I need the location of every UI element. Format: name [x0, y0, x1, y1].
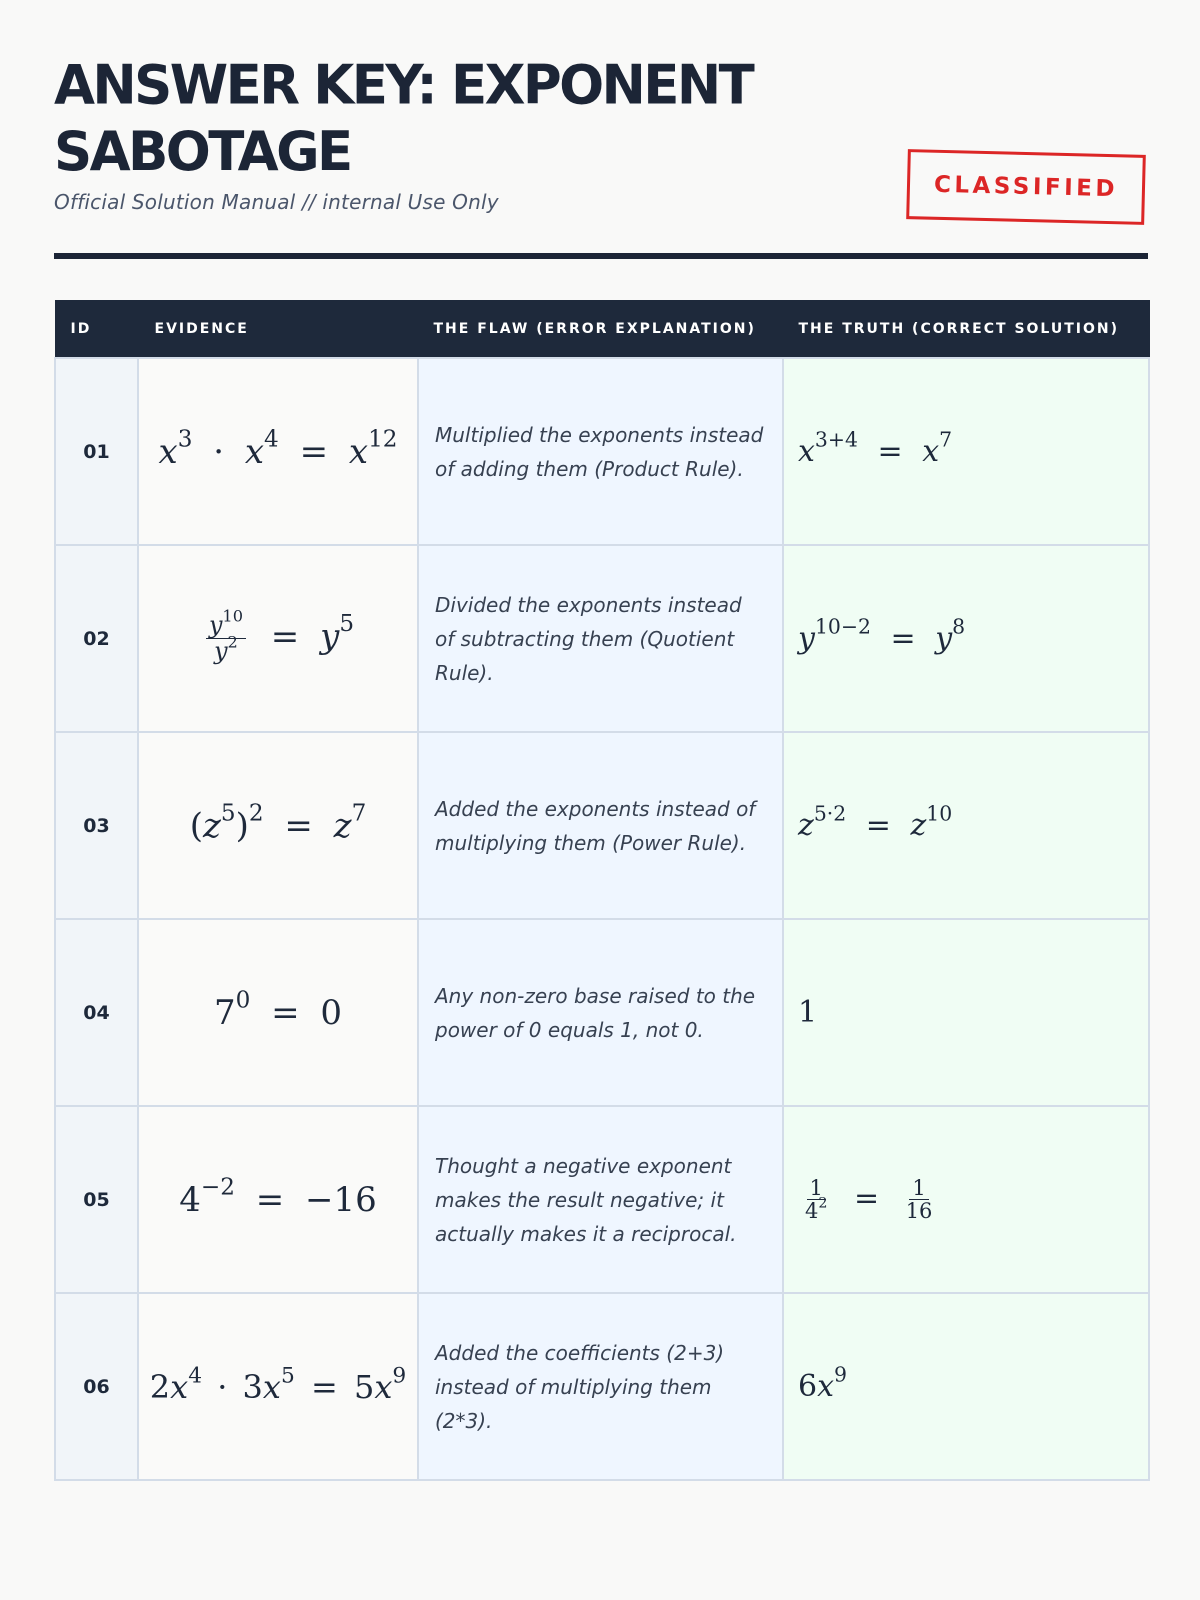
row-id: 03 [55, 732, 138, 919]
table-header-row [55, 301, 1149, 359]
classified-stamp: CLASSIFIED [906, 149, 1146, 225]
math-exponent: 12 [368, 425, 398, 452]
math-term: x [348, 431, 369, 472]
math-exponent: 5 [280, 1362, 295, 1388]
math-term: y [798, 621, 815, 656]
math-term: = [299, 431, 329, 472]
evidence-equation [138, 545, 418, 732]
row-id: 01 [55, 358, 138, 545]
math-term: 7 [213, 992, 236, 1033]
math-term: z [202, 805, 221, 846]
math-exponent: 4 [264, 425, 279, 452]
math-term: = [255, 1179, 285, 1220]
column-header-flaw: THE FLAW (ERROR EXPLANATION) [418, 301, 783, 359]
row-id: 05 [55, 1106, 138, 1293]
math-term: x [244, 431, 265, 472]
table-row [55, 358, 1149, 545]
math-term: x [170, 1367, 189, 1406]
math-exponent: 5 [339, 610, 355, 637]
flaw-explanation: Added the exponents instead of multiplying them (Power Rule). [418, 732, 783, 919]
fraction [903, 1177, 936, 1222]
math-exponent: 2 [227, 632, 238, 652]
table-row [55, 1293, 1149, 1480]
math-term: = [854, 1180, 880, 1216]
math-term: y [935, 621, 953, 656]
math-term [211, 632, 241, 665]
flaw-explanation: Added the coefficients (2+3) instead of multiplying them (2*3). [418, 1293, 783, 1480]
math-term: z [910, 808, 927, 843]
page-title: ANSWER KEY: EXPONENT SABOTAGE [54, 54, 753, 184]
row-id: 02 [55, 545, 138, 732]
table-row [55, 545, 1149, 732]
fraction [802, 1177, 830, 1222]
math-term: 16 [905, 1199, 933, 1223]
math-term: 0 [320, 992, 343, 1033]
math-term: x [922, 434, 940, 469]
math-term [802, 1195, 830, 1223]
math-term: 2 [149, 1367, 171, 1406]
row-id: 06 [55, 1293, 138, 1480]
math-term: z [798, 808, 814, 843]
math-term: x [798, 434, 815, 469]
column-header-id: ID [55, 301, 138, 359]
table-row [55, 1106, 1149, 1293]
math-term: = [877, 434, 903, 469]
math-term: 4 [805, 1199, 819, 1223]
math-exponent: 3+4 [814, 427, 858, 452]
correct-solution [783, 545, 1149, 732]
fraction [206, 606, 246, 665]
page-subtitle: Official Solution Manual // internal Use Only [54, 190, 499, 214]
math-exponent: 7 [351, 799, 367, 826]
math-term: z [333, 805, 352, 846]
math-term: = [284, 805, 313, 846]
math-exponent: 0 [235, 986, 251, 1013]
math-term: = [270, 616, 300, 657]
correct-solution [783, 358, 1149, 545]
answer-key-table [54, 300, 1150, 1481]
correct-solution [783, 732, 1149, 919]
correct-solution [783, 919, 1149, 1106]
evidence-equation [138, 358, 418, 545]
math-exponent: 5 [220, 799, 236, 826]
math-term: 3 [242, 1367, 263, 1406]
math-exponent: 4 [188, 1362, 203, 1388]
flaw-explanation: Divided the exponents instead of subtracting them (Quotient Rule). [418, 545, 783, 732]
math-term: 1 [807, 1177, 826, 1200]
math-exponent: 7 [939, 427, 953, 452]
math-term: = [271, 992, 300, 1033]
math-exponent: 2 [248, 799, 264, 826]
math-exponent: 8 [952, 614, 966, 639]
table-row [55, 732, 1149, 919]
math-term: 1 [909, 1177, 928, 1200]
row-id: 04 [55, 919, 138, 1106]
math-term: −16 [305, 1179, 377, 1220]
math-exponent: 10 [926, 801, 953, 826]
math-exponent: 2 [818, 1195, 828, 1212]
math-exponent: 9 [392, 1362, 407, 1388]
evidence-equation [138, 1293, 418, 1480]
math-exponent: 10−2 [814, 614, 871, 639]
math-term [206, 606, 246, 640]
math-term: · [217, 1367, 228, 1406]
math-term: 1 [798, 995, 818, 1030]
math-exponent: 10 [222, 606, 243, 626]
correct-solution [783, 1293, 1149, 1480]
evidence-equation: $(z^5)^2 = z^7$ [138, 732, 418, 919]
math-term: 5 [353, 1367, 375, 1406]
math-term: = [310, 1367, 338, 1406]
evidence-equation [138, 1106, 418, 1293]
flaw-explanation: Thought a negative exponent makes the result negative; it actually makes it a reciprocal. [418, 1106, 783, 1293]
correct-solution [783, 1106, 1149, 1293]
math-term: x [817, 1369, 835, 1404]
math-term: y [214, 637, 228, 665]
flaw-explanation: Any non-zero base raised to the power of 0 equals 1, not 0. [418, 919, 783, 1106]
math-term: y [208, 611, 223, 640]
table-row [55, 919, 1149, 1106]
math-term: x [262, 1367, 281, 1406]
flaw-explanation: Multiplied the exponents instead of adding them (Product Rule). [418, 358, 783, 545]
math-term: 6 [798, 1369, 818, 1404]
math-exponent: 3 [177, 425, 193, 452]
header-divider [54, 253, 1148, 259]
column-header-evidence: EVIDENCE [138, 301, 418, 359]
evidence-equation [138, 919, 418, 1106]
math-term: = [890, 621, 916, 656]
math-exponent: −2 [200, 1173, 235, 1200]
column-header-truth: THE TRUTH (CORRECT SOLUTION) [783, 301, 1149, 359]
math-term: x [158, 431, 178, 472]
math-term: y [320, 616, 340, 657]
math-term: x [374, 1367, 393, 1406]
math-term: = [865, 808, 891, 843]
math-term: · [213, 431, 225, 472]
math-exponent: 5·2 [813, 801, 847, 826]
math-exponent: 9 [834, 1362, 847, 1387]
math-term: 4 [179, 1179, 201, 1220]
